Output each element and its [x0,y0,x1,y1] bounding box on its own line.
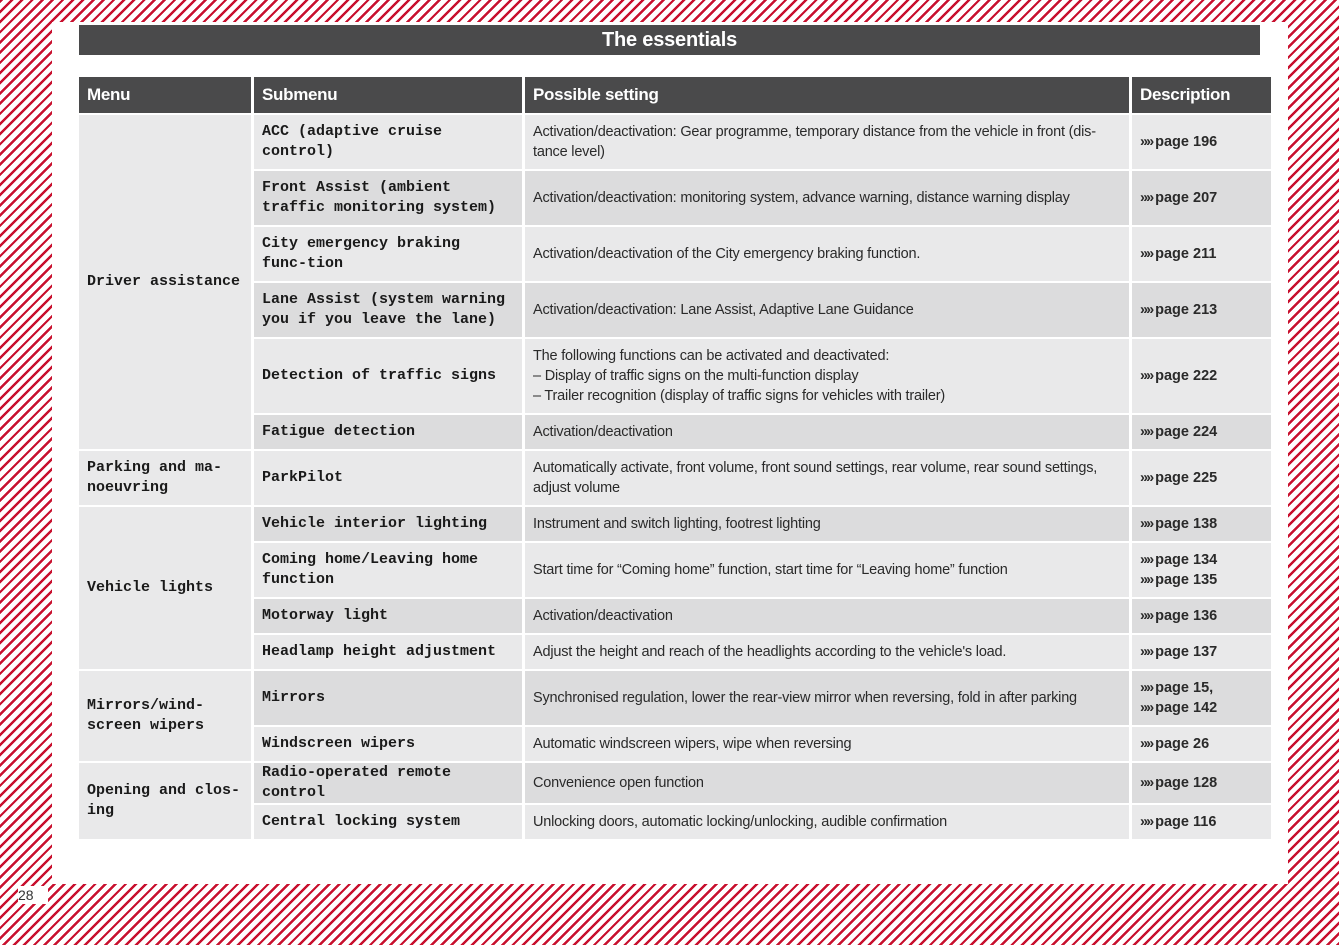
setting-line: The following functions can be activated and deactivated: [533,348,890,364]
table-row [79,339,1271,413]
description-cell [1132,415,1271,449]
submenu-cell: ParkPilot [254,451,522,505]
column-header-setting: Possible setting [525,77,1129,113]
table-row [79,451,1271,505]
reference-arrow-icon: »» [1140,814,1153,830]
page-reference-text: page 137 [1155,644,1218,660]
setting-line: Start time for “Coming home” function, start time for “Leaving home” function [533,562,1008,578]
description-cell [1132,763,1271,803]
column-header-description: Description [1132,77,1271,113]
submenu-cell: Vehicle interior lighting [254,507,522,541]
page-reference-link[interactable] [1140,366,1263,386]
menu-cell: Mirrors/wind-screen wipers [79,671,251,761]
menu-cell: Vehicle lights [79,507,251,669]
page-reference-link[interactable] [1140,698,1263,718]
page-reference-text: page 138 [1155,516,1218,532]
setting-cell [525,727,1129,761]
page-reference-link[interactable] [1140,812,1263,832]
setting-cell [525,451,1129,505]
setting-line: Synchronised regulation, lower the rear-view mirror when reversing, fold in after parking [533,690,1077,706]
table-row [79,763,1271,803]
submenu-cell: Lane Assist (system warning you if you leave the lane) [254,283,522,337]
reference-arrow-icon: »» [1140,424,1153,440]
description-cell [1132,451,1271,505]
page-reference-link[interactable] [1140,734,1263,754]
table-row [79,599,1271,633]
page-reference-link[interactable] [1140,514,1263,534]
submenu-cell: Motorway light [254,599,522,633]
reference-arrow-icon: »» [1140,736,1153,752]
setting-cell [525,671,1129,725]
setting-line: Activation/deactivation: Gear programme, temporary distance from the vehicle in front (dis-tance level) [533,124,1096,160]
reference-arrow-icon: »» [1140,190,1153,206]
column-header-menu: Menu [79,77,251,113]
table-header-row [79,77,1271,113]
setting-line: Activation/deactivation: Lane Assist, Adaptive Lane Guidance [533,302,914,318]
setting-line: Automatic windscreen wipers, wipe when reversing [533,736,852,752]
page-reference-text: page 135 [1155,572,1218,588]
page-reference-text: page 213 [1155,302,1218,318]
submenu-cell: Windscreen wipers [254,727,522,761]
page-reference-link[interactable] [1140,244,1263,264]
page-reference-text: page 116 [1155,814,1217,830]
submenu-cell: Mirrors [254,671,522,725]
page-reference-text: page 128 [1155,775,1218,791]
table-row [79,671,1271,725]
description-cell [1132,635,1271,669]
page-reference-link[interactable] [1140,570,1263,590]
reference-arrow-icon: »» [1140,470,1153,486]
submenu-cell: Radio-operated remote control [254,763,522,803]
table-row [79,171,1271,225]
page-reference-link[interactable] [1140,188,1263,208]
description-cell [1132,805,1271,839]
setting-cell [525,599,1129,633]
table-row [79,415,1271,449]
page-reference-text: page 134 [1155,552,1218,568]
setting-cell [525,171,1129,225]
page-reference-link[interactable] [1140,550,1263,570]
page-reference-link[interactable] [1140,773,1263,793]
table-row [79,283,1271,337]
submenu-cell: ACC (adaptive cruise control) [254,115,522,169]
page-reference-link[interactable] [1140,606,1263,626]
table-row [79,805,1271,839]
setting-cell [525,635,1129,669]
page-reference-text: page 142 [1155,700,1218,716]
description-cell [1132,115,1271,169]
table-row [79,227,1271,281]
reference-arrow-icon: »» [1140,134,1153,150]
setting-line: Unlocking doors, automatic locking/unlocking, audible confirmation [533,814,947,830]
setting-cell [525,227,1129,281]
setting-cell [525,805,1129,839]
setting-cell [525,763,1129,803]
setting-line: Convenience open function [533,775,704,791]
menu-cell: Opening and clos-ing [79,763,251,839]
page-reference-link[interactable] [1140,642,1263,662]
page-reference-link[interactable] [1140,132,1263,152]
setting-line: Automatically activate, front volume, front sound settings, rear volume, rear sound settings, adjust volume [533,460,1098,496]
setting-line: Instrument and switch lighting, footrest lighting [533,516,821,532]
setting-line: Activation/deactivation [533,608,673,624]
submenu-cell: Central locking system [254,805,522,839]
description-cell [1132,339,1271,413]
reference-arrow-icon: »» [1140,700,1153,716]
description-cell [1132,671,1271,725]
page-reference-link[interactable] [1140,300,1263,320]
setting-line: – Display of traffic signs on the multi-function display [533,368,859,384]
description-cell [1132,507,1271,541]
menu-cell: Parking and ma-noeuvring [79,451,251,505]
description-cell [1132,727,1271,761]
page-reference-text: page 225 [1155,470,1218,486]
page-reference-text: page 224 [1155,424,1218,440]
page-title: The essentials [79,25,1260,55]
page-reference-text: page 196 [1155,134,1218,150]
setting-cell [525,115,1129,169]
page-reference-link[interactable] [1140,468,1263,488]
setting-line: Activation/deactivation: monitoring system, advance warning, distance warning display [533,190,1070,206]
submenu-cell: Coming home/Leaving home function [254,543,522,597]
page-reference-text: page 222 [1155,368,1218,384]
setting-cell [525,543,1129,597]
page-reference-text: page 15, [1155,680,1214,696]
submenu-cell: Front Assist (ambient traffic monitoring system) [254,171,522,225]
reference-arrow-icon: »» [1140,368,1153,384]
submenu-cell: City emergency braking func-tion [254,227,522,281]
setting-cell [525,283,1129,337]
settings-table [76,75,1274,841]
submenu-cell: Detection of traffic signs [254,339,522,413]
setting-line: Adjust the height and reach of the headlights according to the vehicle's load. [533,644,1007,660]
page-reference-link[interactable] [1140,678,1263,698]
page-reference-text: page 207 [1155,190,1218,206]
page-number: 28 [18,886,48,904]
description-cell [1132,599,1271,633]
reference-arrow-icon: »» [1140,246,1153,262]
setting-line: – Trailer recognition (display of traffic signs for vehicles with trailer) [533,388,946,404]
page-reference-link[interactable] [1140,422,1263,442]
table-row [79,635,1271,669]
page-reference-text: page 26 [1155,736,1210,752]
reference-arrow-icon: »» [1140,644,1153,660]
description-cell [1132,543,1271,597]
table-body [79,115,1271,839]
setting-line: Activation/deactivation [533,424,673,440]
reference-arrow-icon: »» [1140,516,1153,532]
table-row [79,543,1271,597]
setting-cell [525,507,1129,541]
setting-line: Activation/deactivation of the City emergency braking function. [533,246,921,262]
page-reference-text: page 211 [1155,246,1217,262]
description-cell [1132,283,1271,337]
submenu-cell: Headlamp height adjustment [254,635,522,669]
reference-arrow-icon: »» [1140,572,1153,588]
description-cell [1132,227,1271,281]
reference-arrow-icon: »» [1140,680,1153,696]
description-cell [1132,171,1271,225]
column-header-submenu: Submenu [254,77,522,113]
table-row [79,115,1271,169]
reference-arrow-icon: »» [1140,302,1153,318]
table-row [79,727,1271,761]
setting-cell [525,339,1129,413]
reference-arrow-icon: »» [1140,608,1153,624]
setting-cell [525,415,1129,449]
reference-arrow-icon: »» [1140,775,1153,791]
reference-arrow-icon: »» [1140,552,1153,568]
page-reference-text: page 136 [1155,608,1218,624]
submenu-cell: Fatigue detection [254,415,522,449]
table-row [79,507,1271,541]
menu-cell: Driver assistance [79,115,251,449]
